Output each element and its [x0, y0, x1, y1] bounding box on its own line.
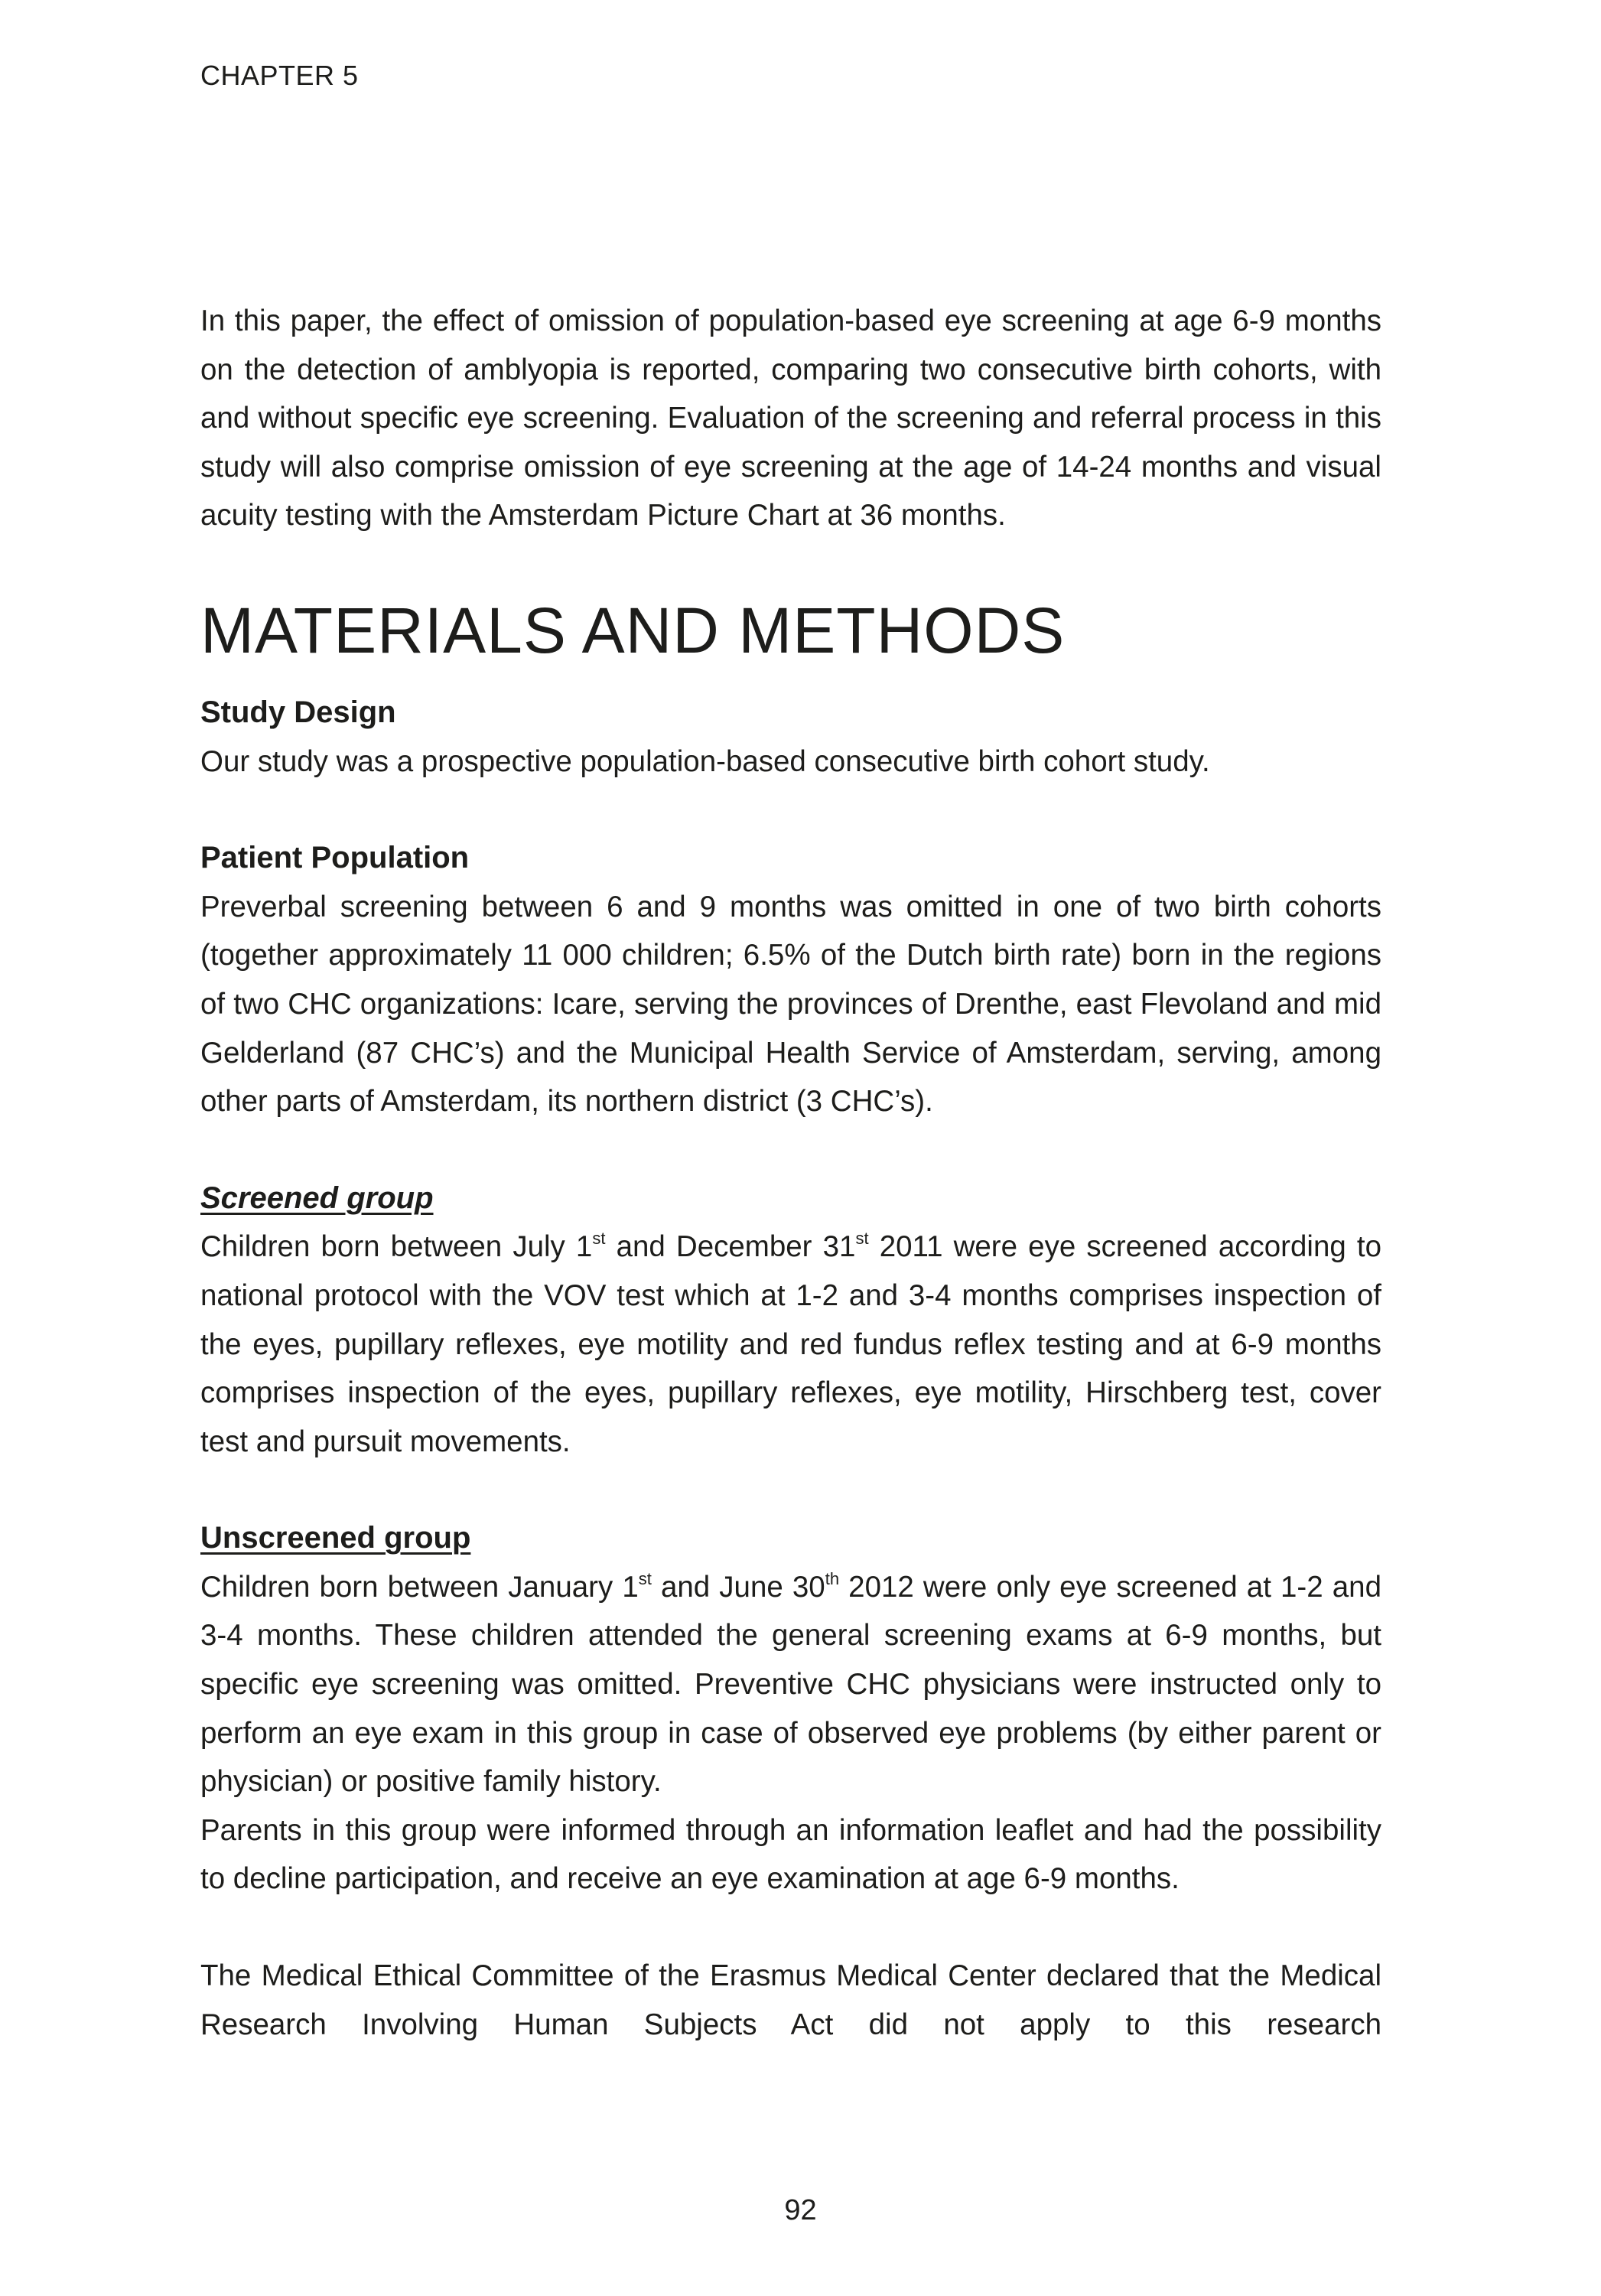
ethics-text: The Medical Ethical Committee of the Erasmus Medical Center declared that the Medical Research Involving Human Subjects Act did not apply to this research: [200, 1959, 1381, 2041]
patient-population-text: Preverbal screening between 6 and 9 months was omitted in one of two birth cohorts (together approximately 11 000 children; 6.5% of the Dutch birth rate) born in the regions of two CHC organizations: Icare, serving the provinces of Drenthe, east Flevoland and mid Gelderland (87 CHC’s) and the Municipal Health Service of Amsterdam, serving, among other parts of Amsterdam, its northern district (3 CHC’s).: [200, 890, 1381, 1119]
unscreened-group-text-2: Parents in this group were informed through an information leaflet and had the possibility to decline participation, and receive an eye examination at age 6-9 months.: [200, 1813, 1381, 1896]
patient-population-heading: Patient Population: [200, 841, 470, 875]
screened-group-heading: Screened group: [200, 1181, 434, 1215]
study-design-text: Our study was a prospective population-based consecutive birth cohort study.: [200, 744, 1210, 778]
page-content: [200, 297, 1381, 2049]
intro-paragraph: In this paper, the effect of omission of population-based eye screening at age 6-9 months on the detection of amblyopia is reported, comparing two consecutive birth cohorts, with and without specific eye screening. Evaluation of the screening and referral process in this study will also comprise omission of eye screening at the age of 14-24 months and visual acuity testing with the Amsterdam Picture Chart at 36 months.: [200, 305, 1381, 532]
running-head: CHAPTER 5: [200, 60, 359, 91]
page-number: 92: [784, 2194, 817, 2226]
study-design-heading: Study Design: [200, 695, 396, 729]
screened-group-text: Children born between July 1st and December 31st 2011 were eye screened according to national protocol with the VOV test which at 1-2 and 3-4 months comprises inspection of the eyes, pupillary reflexes, eye motility and red fundus reflex testing and at 6-9 months comprises inspection of the eyes, pupillary reflexes, eye motility, Hirschberg test, cover test and pursuit movements.: [200, 1229, 1381, 1458]
unscreened-group-text: Children born between January 1st and June 30th 2012 were only eye screened at 1-2 and 3-4 months. These children attended the general screening exams at 6-9 months, but specific eye screening was omitted. Preventive CHC physicians were instructed only to perform an eye exam in this group in case of observed eye problems (by either parent or physician) or positive family history.: [200, 1568, 1381, 1799]
unscreened-group-heading: Unscreened group: [200, 1521, 471, 1555]
section-title: MATERIALS AND METHODS: [200, 594, 1066, 666]
